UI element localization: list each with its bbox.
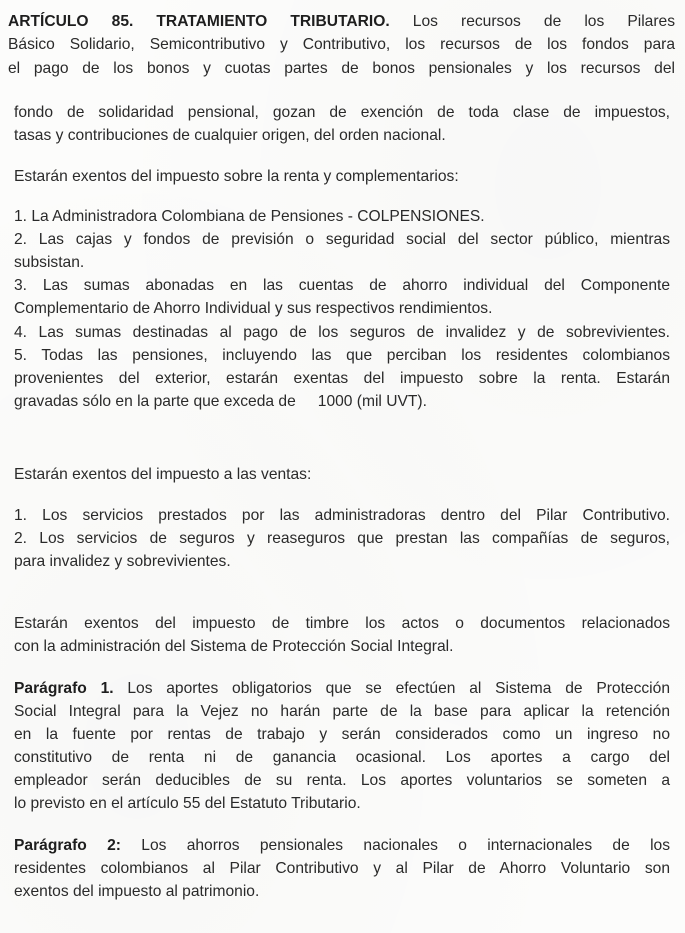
renta-item-line: subsistan.: [14, 254, 85, 271]
paragrafo-2-line: exentos del impuesto al patrimonio.: [14, 883, 260, 900]
paragrafo-2-label: Parágrafo 2:: [14, 837, 121, 854]
renta-item-line: 4. Las sumas destinadas al pago de los seguros de invalidez y de sobrevivientes.: [14, 324, 670, 341]
renta-item-line: 1. La Administradora Colombiana de Pensiones - COLPENSIONES.: [14, 208, 485, 225]
article-text-line: el pago de los bonos y cuotas partes de bonos pensionales y los recursos del: [8, 60, 675, 77]
article-heading: ARTÍCULO 85. TRATAMIENTO TRIBUTARIO.: [8, 13, 390, 30]
renta-item-line: 2. Las cajas y fondos de previsión o seguridad social del sector público, mientras: [14, 231, 670, 248]
ventas-item-line: 1. Los servicios prestados por las administradoras dentro del Pilar Contributivo.: [14, 507, 670, 524]
article-text-line: tasas y contribuciones de cualquier origen, del orden nacional.: [14, 127, 446, 144]
renta-section-intro: Estarán exentos del impuesto sobre la renta y complementarios:: [14, 168, 459, 185]
timbre-text-line: Estarán exentos del impuesto de timbre los actos o documentos relacionados: [14, 615, 670, 632]
article-text-line: fondo de solidaridad pensional, gozan de exención de toda clase de impuestos,: [14, 104, 670, 121]
article-text: Los recursos de los Pilares: [389, 13, 676, 30]
paragrafo-2-line: residentes colombianos al Pilar Contributivo y al Pilar de Ahorro Voluntario son: [14, 860, 670, 877]
renta-item-text: gravadas sólo en la parte que exceda de: [14, 393, 296, 410]
renta-item-line: Complementario de Ahorro Individual y sus respectivos rendimientos.: [14, 300, 493, 317]
ventas-item-line: 2. Los servicios de seguros y reaseguros que prestan las compañías de seguros,: [14, 530, 670, 547]
paragrafo-1-text: Los aportes obligatorios que se efectúen al Sistema de Protección: [113, 680, 670, 697]
paragrafo-2-text: Los ahorros pensionales nacionales o internacionales de los: [120, 837, 670, 854]
renta-item-line: [14, 392, 670, 412]
paragrafo-1-first-line: [14, 679, 670, 699]
ventas-item-line: para invalidez y sobrevivientes.: [14, 553, 231, 570]
paragrafo-1-line: empleador serán deducibles de su renta. Los aportes voluntarios se someten a: [14, 772, 670, 789]
renta-item-line: provenientes del exterior, estarán exentas del impuesto sobre la renta. Estarán: [14, 370, 670, 387]
paragrafo-2-first-line: [14, 836, 670, 856]
ventas-section-intro: Estarán exentos del impuesto a las ventas:: [14, 466, 312, 483]
article-text-line: Básico Solidario, Semicontributivo y Contributivo, los recursos de los fondos para: [8, 36, 675, 53]
paragrafo-1-label: Parágrafo 1.: [14, 680, 114, 697]
paragrafo-1-line: Social Integral para la Vejez no harán parte de la base para aplicar la retención: [14, 703, 670, 720]
uvt-amount: 1000 (mil UVT).: [317, 393, 427, 410]
renta-item-line: 3. Las sumas abonadas en las cuentas de ahorro individual del Componente: [14, 277, 670, 294]
timbre-text-line: con la administración del Sistema de Protección Social Integral.: [14, 638, 454, 655]
renta-item-line: 5. Todas las pensiones, incluyendo las que perciban los residentes colombianos: [14, 347, 670, 364]
paragrafo-1-line: constitutivo de renta ni de ganancia ocasional. Los aportes a cargo del: [14, 749, 670, 766]
paragrafo-1-line: en la fuente por rentas de trabajo y serán considerados como un ingreso no: [14, 726, 670, 743]
paragrafo-1-line: lo previsto en el artículo 55 del Estatuto Tributario.: [14, 795, 361, 812]
article-first-line: [8, 12, 675, 32]
